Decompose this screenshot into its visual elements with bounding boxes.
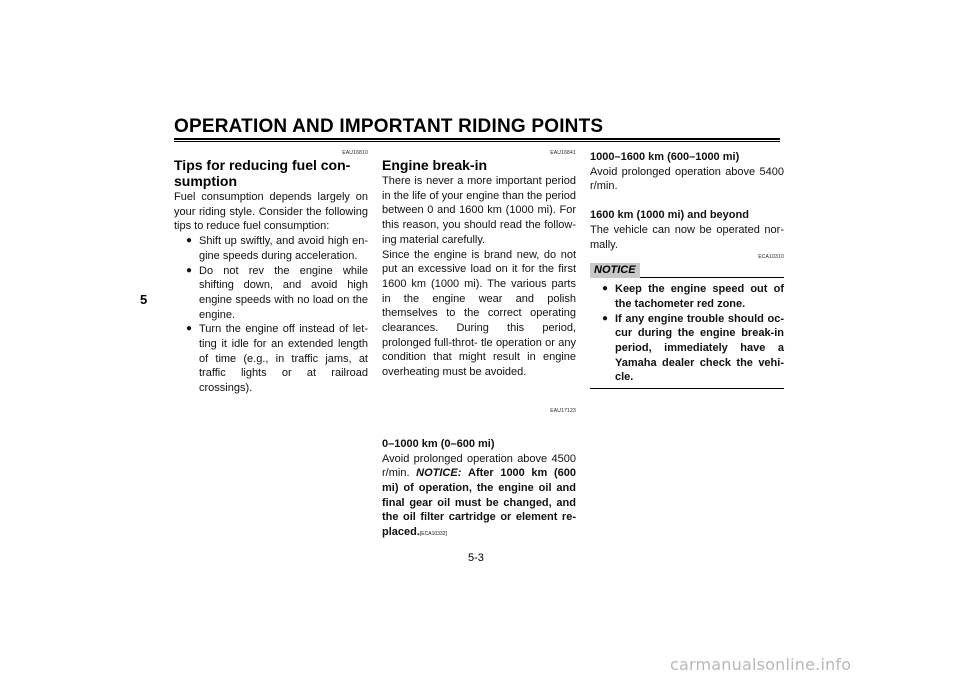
break-in-para-2: Since the engine is brand new, do not put an excessive load on it for the first 1600 km (1000 mi). The various parts in the engine wear and polish themselves to the correct operating clearances. During this period, prolonged full-throt- tle operation or any condition that might result in engine overheating must be avoided.	[382, 248, 576, 379]
list-item: ● Do not rev the engine while shifting down, and avoid high engine speeds with no load on the engine.	[186, 264, 368, 321]
header-rule	[174, 138, 780, 140]
fuel-tips-list	[174, 234, 368, 396]
section-heading-fuel: Tips for reducing fuel con- sumption	[174, 157, 351, 189]
notice-header	[590, 263, 784, 278]
list-item: ● Shift up swiftly, and avoid high en- gine speeds during acceleration.	[186, 235, 368, 262]
list-item: ● Keep the engine speed out of the tachometer red zone.	[602, 283, 784, 310]
chapter-tab: 5	[140, 292, 148, 307]
bullet-icon: ●	[602, 312, 609, 324]
column-fuel-tips	[174, 150, 368, 396]
section-heading-break-in: Engine break-in	[382, 157, 488, 173]
watermark-text: carmanualsonline.info	[670, 655, 852, 674]
section-code-2: EAU17123	[550, 407, 576, 414]
sub3-text: The vehicle can now be operated nor- mally.	[590, 223, 784, 251]
bullet-icon: ●	[186, 323, 193, 335]
sub2-text: Avoid prolonged operation above 5400 r/min.	[590, 165, 784, 193]
notice-label: NOTICE:	[416, 467, 462, 480]
section-code: EAU16841	[550, 150, 576, 156]
notice-code: ECA10310	[758, 254, 784, 261]
notice-box: NOTICE	[590, 263, 640, 278]
list-item: ● If any engine trouble should oc- cur during the engine break-in period, immediately have a Yamaha dealer check the vehi- cle.	[602, 312, 784, 384]
sub1-text: Avoid prolonged operation above 4500 r/min.	[382, 452, 576, 480]
notice-ref: [ECA10332]	[419, 531, 447, 538]
page-number: 5-3	[468, 552, 484, 564]
page-header-title: OPERATION AND IMPORTANT RIDING POINTS	[174, 116, 604, 137]
bullet-icon: ●	[186, 235, 193, 247]
notice-paragraph	[382, 452, 576, 542]
subheading-1000-1600: 1000–1600 km (600–1000 mi)	[590, 151, 740, 163]
notice-rule	[640, 277, 784, 278]
subheading-1600-beyond: 1600 km (1000 mi) and beyond	[590, 209, 749, 222]
bullet-icon: ●	[602, 283, 609, 295]
break-in-para-1: There is never a more important period in the life of your engine than the period between 0 and 1600 km (1000 mi). For this reason, you should read the follow- ing material carefully.	[382, 175, 576, 246]
notice-list	[590, 282, 784, 385]
list-item: ● Turn the engine off instead of let- ting it idle for an extended length of time (e.g., in traffic jams, at traffic lights or at railroad crossings).	[186, 323, 368, 395]
bullet-icon: ●	[186, 264, 193, 276]
subheading-0-1000: 0–1000 km (0–600 mi)	[382, 437, 495, 450]
column-break-in	[382, 150, 576, 542]
column-break-in-cont	[590, 150, 784, 389]
header-rule-thin	[174, 141, 780, 142]
section-code: EAU16810	[342, 150, 368, 156]
fuel-intro: Fuel consumption depends largely on your riding style. Consider the following tips to reduce fuel consumption:	[174, 191, 368, 233]
notice-text: After 1000 km (600 mi) of operation, the engine oil and final gear oil must be changed, and the oil filter cartridge or element re- placed.	[382, 467, 576, 539]
notice-end-rule	[590, 388, 784, 389]
